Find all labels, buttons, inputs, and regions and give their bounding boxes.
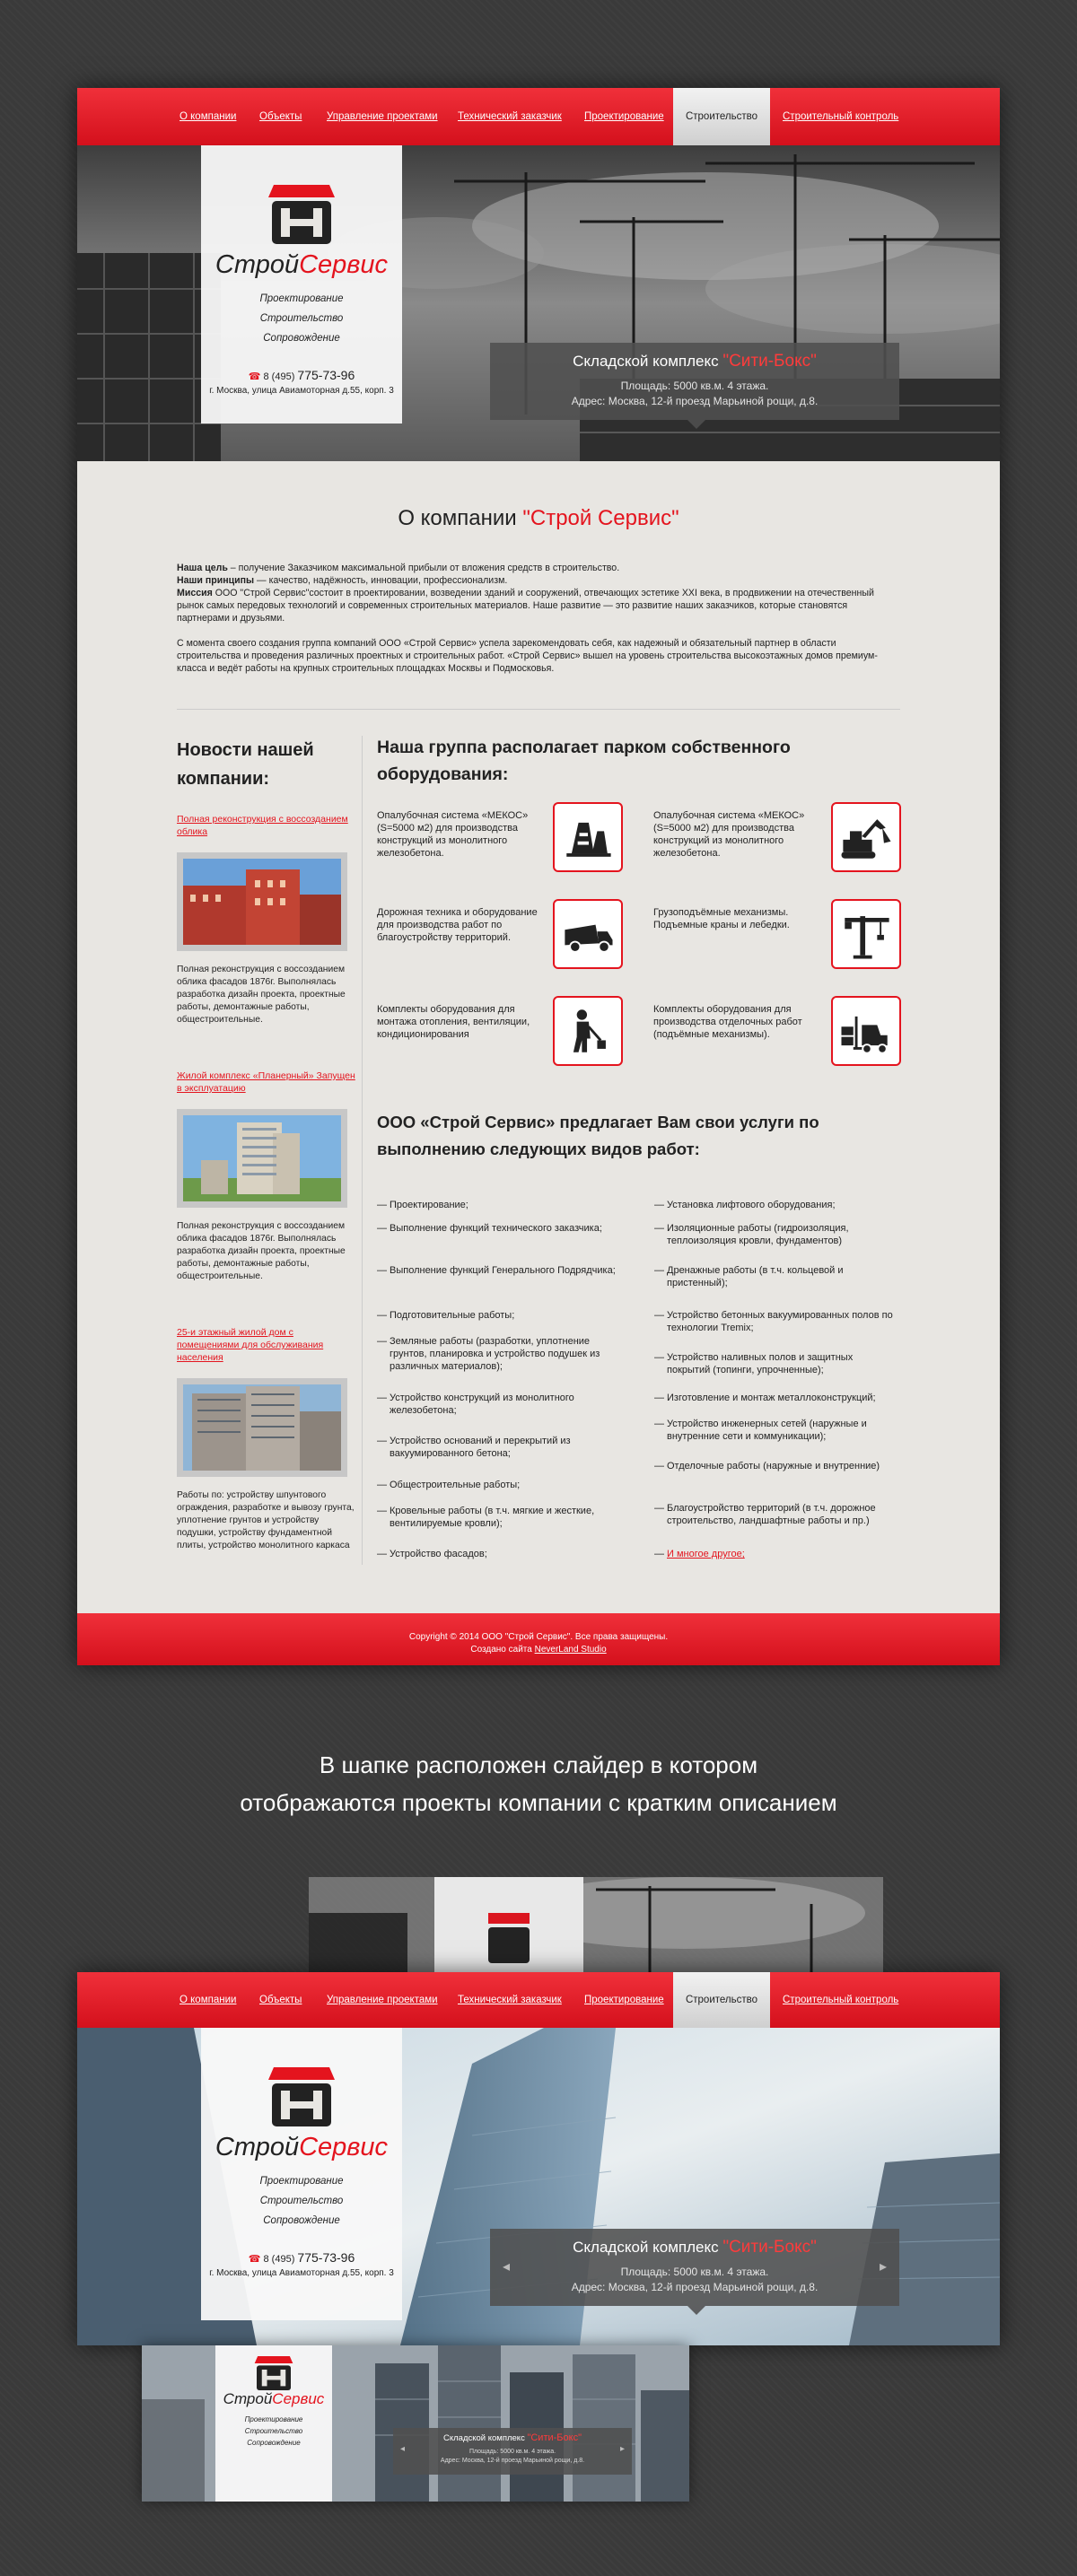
service-item: — Проектирование; [377, 1199, 621, 1211]
nav-item-construction-control[interactable]: Строительный контроль [783, 1995, 899, 2005]
nav-item-technical-customer[interactable]: Технический заказчик [458, 111, 562, 122]
news-link[interactable]: Полная реконструкция с воссозданием облика [177, 814, 348, 837]
nav-item-project-management[interactable]: Управление проектами [327, 111, 438, 122]
news-image[interactable] [177, 1378, 347, 1477]
service-item: — Изоляционные работы (гидроизоляция, теплоизоляция кровли, фундаментов) [654, 1222, 898, 1247]
slide-line2: Адрес: Москва, 12-й проезд Марьиной рощи, д.8. [440, 2458, 585, 2464]
service-item: — Выполнение функций Генерального Подрядчика; [377, 1264, 621, 1277]
about-title [77, 506, 1000, 531]
news-link[interactable]: 25-и этажный жилой дом с помещениями для обслуживания населения [177, 1327, 324, 1363]
truck-icon [553, 899, 623, 969]
slide-caption [393, 2428, 632, 2475]
footer [77, 1613, 1000, 1665]
logo-line: Строительство [259, 2196, 344, 2206]
equipment-title: Наша группа располагает парком собственного оборудования: [377, 738, 791, 784]
slider-prev-icon[interactable]: ◂ [503, 2259, 511, 2275]
nav-item-construction[interactable]: Строительство [673, 88, 770, 145]
phone-block [201, 2250, 402, 2265]
slide-line1: Площадь: 5000 кв.м. 4 этажа. [468, 2449, 556, 2455]
slide-line1: Площадь: 5000 кв.м. 4 этажа. [620, 2266, 769, 2278]
studio-link[interactable]: NeverLand Studio [534, 1645, 607, 1655]
slider-next-icon[interactable]: ▸ [879, 2259, 887, 2275]
slider-prev-icon[interactable]: ◂ [400, 2444, 406, 2454]
logo-name-part1: Строй [215, 2133, 300, 2161]
column-divider [362, 736, 363, 1565]
service-item: — Устройство бетонных вакуумированных полов по технологии Tremix; [654, 1309, 898, 1334]
phone-icon: ☎ [248, 371, 261, 382]
about-title-prefix: О компании [398, 506, 523, 530]
equipment-text: Комплекты оборудования для производства отделочных работ (подъёмные механизмы). [653, 1004, 802, 1040]
logo-name-part1: Строй [215, 250, 300, 279]
worker-icon [553, 996, 623, 1066]
logo-panel [201, 145, 402, 424]
news-image[interactable] [177, 852, 347, 951]
nav-item-about[interactable]: О компании [180, 1995, 237, 2005]
slide-caption [490, 343, 899, 420]
nav-item-technical-customer[interactable]: Технический заказчик [458, 1995, 562, 2005]
nav-item-design[interactable]: Проектирование [584, 1995, 664, 2005]
tagline-line1: В шапке расположен слайдер в котором [319, 1751, 758, 1778]
slide-title-prefix: Складской комплекс [443, 2433, 528, 2443]
crane-icon [831, 899, 901, 969]
service-item: — Устройство конструкций из монолитного железобетона; [377, 1392, 621, 1417]
service-item: — Устройство фасадов; [377, 1548, 621, 1560]
slide-caption [490, 2229, 899, 2306]
equipment-text: Дорожная техника и оборудование для производства работ по благоустройству территорий. [377, 907, 538, 943]
mission-label: Миссия [177, 588, 213, 598]
slide-title-name: "Сити-Бокс" [527, 2432, 582, 2443]
about-title-name: "Строй Сервис" [522, 506, 679, 530]
building-photo-3 [183, 1384, 341, 1471]
logo-line: Строительство [259, 313, 344, 324]
slide-title-prefix: Складской комплекс [573, 353, 723, 370]
service-item: — Устройство инженерных сетей (наружные и внутренние сети и коммуникации); [654, 1418, 898, 1443]
showcase-slide-small [142, 2345, 689, 2502]
phone-icon: ☎ [248, 2254, 261, 2265]
logo-line: Строительство [244, 2427, 303, 2435]
building-photo-2 [183, 1115, 341, 1201]
slide-title [393, 2432, 632, 2443]
news-text: Полная реконструкция с воссозданием облика фасадов 1876г. Выполнялась разработка дизайн проекта, проектные работы, демонтажные работы, общестроительные. [177, 1221, 346, 1281]
news-text: Работы по: устройству шпунтового ограждения, разработке и вывозу грунта, уплотнение грунтов и устройству подушки, устройству фундаментной плиты, устройство монолитного каркаса [177, 1490, 355, 1550]
tagline [0, 1746, 1077, 1821]
logo-line: Сопровождение [247, 2439, 301, 2447]
slide-title-name: "Сити-Бокс" [722, 2238, 817, 2257]
logo-name-part2: Сервис [272, 2390, 325, 2407]
slide-line2: Адрес: Москва, 12-й проезд Марьиной рощи, д.8. [571, 395, 819, 407]
tagline-line2: отображаются проекты компании с кратким описанием [240, 1789, 837, 1816]
logo-icon [268, 185, 335, 244]
excavator-icon [831, 802, 901, 872]
logo-services [215, 2414, 332, 2449]
nav-item-construction[interactable]: Строительство [673, 1972, 770, 2028]
more-services-link[interactable]: — И многое другое; [654, 1548, 898, 1560]
logo-name [215, 2390, 332, 2408]
site-mockup [77, 88, 1000, 1665]
goal-label: Наша цель [177, 563, 228, 573]
phone-code: 8 (495) [263, 371, 295, 382]
address: г. Москва, улица Авиамоторная д.55, корп. 3 [209, 386, 394, 396]
logo-name-part1: Строй [223, 2390, 273, 2407]
caption-pointer [687, 2306, 705, 2315]
equipment-text: Грузоподъёмные механизмы. Подъемные краны и лебедки. [653, 907, 790, 930]
copyright: Copyright © 2014 ООО "Строй Сервис". Все права защищены. [408, 1632, 669, 1642]
back-slide-image [309, 1877, 883, 1972]
equipment-text: Опалубочная система «МЕКОС» (S=5000 м2) для производства конструкций из монолитного железобетона. [653, 810, 805, 859]
service-item: — Устройство наливных полов и защитных покрытий (топинги, упрочненные); [654, 1351, 898, 1376]
news-text: Полная реконструкция с воссозданием облика фасадов 1876г. Выполнялась разработка дизайн проекта, проектные работы, демонтажные работы, общестроительные. [177, 965, 346, 1025]
news-title: Новости нашей компании: [177, 740, 314, 789]
building-photo-1 [183, 859, 341, 945]
principles-label: Наши принципы [177, 575, 255, 586]
logo-services [201, 289, 402, 348]
showcase-nav [77, 1972, 1000, 2028]
logo-panel [201, 2028, 402, 2320]
logo-name [201, 250, 402, 280]
phone-number: 775-73-96 [297, 2250, 355, 2265]
goal-text: – получение Заказчиком максимальной прибыли от вложения средств в строительство. [227, 563, 620, 573]
slide-line1: Площадь: 5000 кв.м. 4 этажа. [620, 380, 769, 392]
slide-title [490, 352, 899, 371]
caption-pointer [687, 420, 705, 429]
nav-item-design[interactable]: Проектирование [584, 111, 664, 122]
formwork-icon [553, 802, 623, 872]
nav-item-construction-control[interactable]: Строительный контроль [783, 111, 899, 122]
logo-line: Сопровождение [263, 333, 340, 344]
hero-slider [77, 145, 1000, 461]
about-text [177, 562, 902, 675]
logo-panel [215, 2345, 332, 2502]
service-item: — Устройство оснований и перекрытий из вакуумированного бетона; [377, 1435, 621, 1460]
main-nav [77, 88, 1000, 145]
phone-code: 8 (495) [263, 2254, 295, 2265]
logo-icon [254, 2356, 293, 2390]
logo-name [201, 2133, 402, 2162]
service-item: — Отделочные работы (наружные и внутренние) [654, 1460, 898, 1472]
equipment-text: Опалубочная система «МЕКОС» (S=5000 м2) для производства конструкций из монолитного железобетона. [377, 810, 529, 859]
logo-services [201, 2171, 402, 2231]
logo-icon [268, 2067, 335, 2126]
nav-item-about[interactable]: О компании [180, 111, 237, 122]
phone-number: 775-73-96 [297, 368, 355, 382]
slider-next-icon[interactable]: ▸ [619, 2444, 625, 2454]
nav-item-objects[interactable]: Объекты [259, 1995, 302, 2005]
service-item: — Благоустройство территорий (в т.ч. дорожное строительство, ландшафтные работы и пр.) [654, 1502, 898, 1527]
showcase-hero [77, 2028, 1000, 2345]
slide-title-name: "Сити-Бокс" [722, 352, 817, 371]
slide-title-prefix: Складской комплекс [573, 2239, 723, 2256]
service-item: — Общестроительные работы; [377, 1479, 621, 1491]
logo-line: Сопровождение [263, 2215, 340, 2226]
service-item: — Подготовительные работы; [377, 1309, 621, 1322]
service-item: — Земляные работы (разработки, уплотнение грунтов, планировка и устройство подушек из различных материалов); [377, 1335, 621, 1373]
service-item: — Дренажные работы (в т.ч. кольцевой и пристенный); [654, 1264, 898, 1289]
services-title: ООО «Строй Сервис» предлагает Вам свои услуги по выполнению следующих видов работ: [377, 1113, 819, 1158]
address: г. Москва, улица Авиамоторная д.55, корп. 3 [209, 2268, 394, 2278]
service-item: — Выполнение функций технического заказчика; [377, 1222, 621, 1235]
logo-name-part2: Сервис [299, 250, 389, 279]
logo-line: Проектирование [259, 2176, 344, 2187]
equipment-text: Комплекты оборудования для монтажа отопления, вентиляции, кондиционирования [377, 1004, 530, 1040]
slide-title [490, 2238, 899, 2257]
service-item: — Установка лифтового оборудования; [654, 1199, 898, 1211]
nav-item-objects[interactable]: Объекты [259, 111, 302, 122]
nav-item-project-management[interactable]: Управление проектами [327, 1995, 438, 2005]
logo-line: Проектирование [259, 293, 344, 304]
divider [177, 709, 900, 710]
news-link[interactable]: Жилой комплекс «Планерный» Запущен в эксплуатацию [177, 1070, 355, 1094]
forklift-icon [831, 996, 901, 1066]
service-item: — Кровельные работы (в т.ч. мягкие и жесткие, вентилируемые кровли); [377, 1505, 621, 1530]
logo-name-part2: Сервис [299, 2133, 389, 2161]
service-item: — Изготовление и монтаж металлоконструкций; [654, 1392, 898, 1404]
mission-text: ООО "Строй Сервис"состоит в проектировании, возведении зданий и сооружений, отвечающих эстетике XXI века, в продвижении на отечественный рынок самых передовых технологий и современных строительных материалов. Наше развитие — это развитие наших заказчиков, которые становятся партнерами и друзьями. [177, 588, 874, 624]
principles-text: — качество, надёжность, инновации, профессионализм. [254, 575, 508, 586]
logo-line: Проектирование [244, 2415, 303, 2423]
showcase-slide-back [309, 1877, 883, 1972]
phone-block [201, 368, 402, 382]
showcase-slide-front [77, 1972, 1000, 2345]
history-text: С момента своего создания группа компаний ООО «Строй Сервис» успела зарекомендовать себя, как надежный и обязательный партнер в области строительства и проведения различных проектных и строительных работ. «Строй Сервис» вышел на уровень строительства высокоэтажных домов премиум- класса и ведёт работы на крупных строительных площадках Москвы и Подмосковья. [177, 638, 878, 674]
slide-line2: Адрес: Москва, 12-й проезд Марьиной рощи, д.8. [571, 2281, 819, 2293]
news-image[interactable] [177, 1109, 347, 1208]
made-by-prefix: Создано сайта [470, 1645, 535, 1655]
